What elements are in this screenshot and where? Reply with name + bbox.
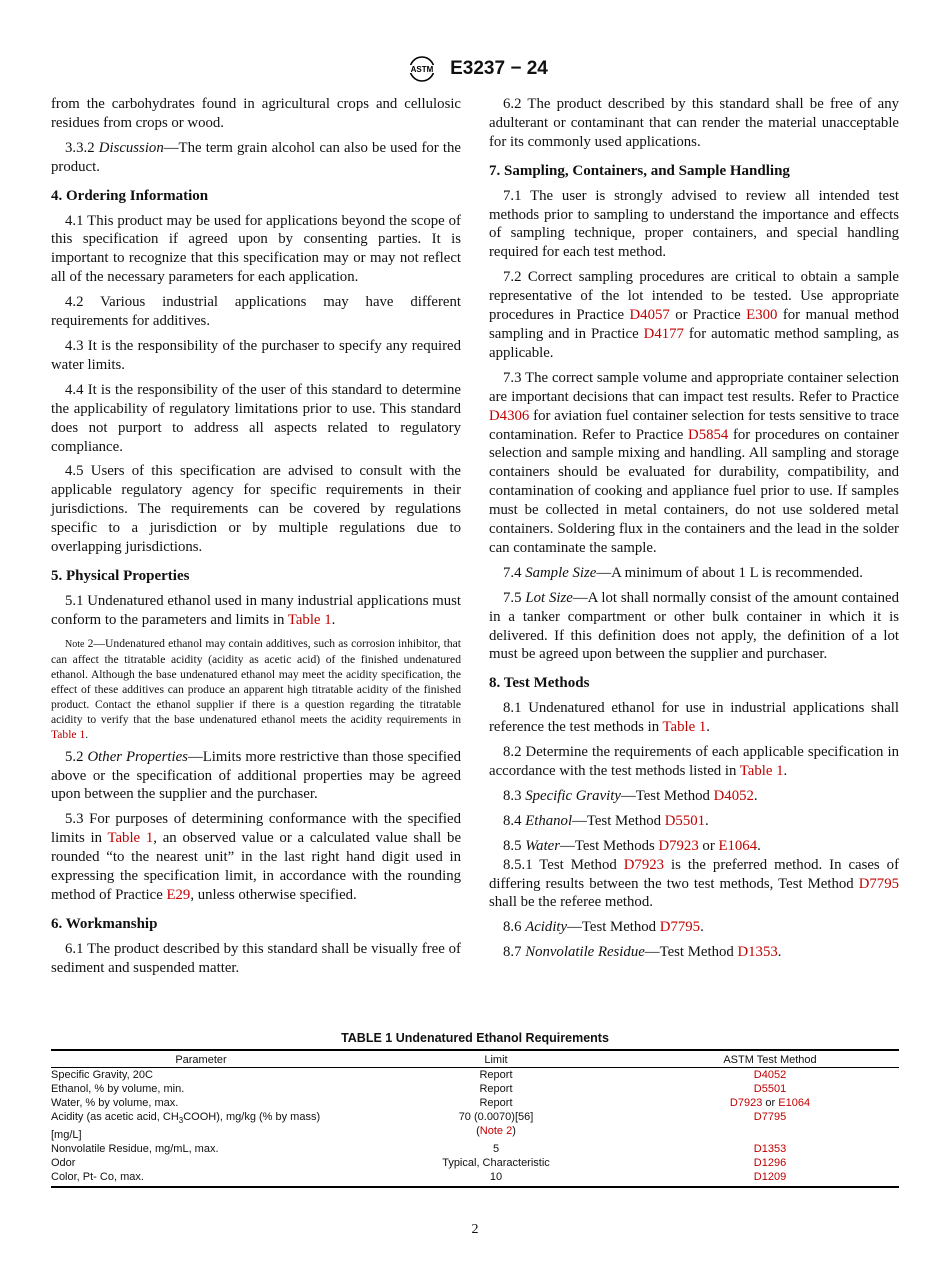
paragraph-3-3-2: 3.3.2 Discussion—The term grain alcohol can also be used for the product.: [51, 139, 461, 175]
e29-link[interactable]: E29: [166, 887, 191, 903]
left-column: [51, 95, 461, 984]
d7795-link[interactable]: D7795: [753, 1111, 787, 1123]
d1353-link[interactable]: D1353: [753, 1143, 787, 1156]
d7923-link[interactable]: D7923: [729, 1097, 763, 1109]
paragraph-8-4: 8.4 Ethanol—Test Method D5501.: [503, 812, 709, 829]
d7795-link[interactable]: D7795: [858, 875, 899, 892]
paragraph-8-7: 8.7 Nonvolatile Residue—Test Method D1353.: [503, 944, 782, 961]
d4177-link[interactable]: D4177: [643, 325, 684, 342]
parameter-cell: Odor: [51, 1157, 76, 1170]
paragraph-4-5: 4.5 Users of this specification are advised to consult with the applicable regulatory agency for specific requirements in their jurisdictions. The requirements can be covered by regulations specific to a jurisdiction or by multiple regulations due to overlapping jurisdictions.: [51, 463, 461, 556]
e300-link[interactable]: E300: [746, 307, 778, 324]
column-header: Limit: [351, 1050, 641, 1068]
paragraph-4-4: 4.4 It is the responsibility of the user of this standard to determine the applicability of regulatory limitations prior to use. This standard does not purport to address all aspects related to regulatory compliance.: [51, 381, 461, 455]
limit-cell: Report: [479, 1083, 513, 1095]
table-row: [51, 1110, 899, 1142]
section-heading-4: 4. Ordering Information: [51, 187, 209, 204]
table-row: [51, 1082, 899, 1096]
note-2: Note 2—Undenatured ethanol may contain additives, such as corrosion inhibitor, that can affect the titratable acidity (acidity as acetic acid) of the finished undenatured ethanol. Although the base undenatured ethanol may meet the acidity specification, the effect of these additives can produce an apparent high titratable acidity of the finished product. Contact the ethanol supplier if there is a question regarding the titratable acidity to verify that the base undenatured ethanol meets the acidity requirements in Table 1.: [51, 636, 461, 741]
paragraph-7-4: 7.4 Sample Size—A minimum of about 1 L is recommended.: [503, 564, 863, 581]
paragraph-6-2: 6.2 The product described by this standard shall be free of any adulterant or contaminant that can render the material unacceptable for its commonly used applications.: [489, 96, 899, 150]
d4057-link[interactable]: D4057: [629, 307, 670, 324]
paragraph-8-1: 8.1 Undenatured ethanol for use in industrial applications shall reference the test methods in Table 1.: [489, 700, 899, 736]
table-1-link[interactable]: Table 1: [287, 611, 332, 628]
table-1-link[interactable]: Table 1: [107, 830, 154, 847]
paragraph-4-1: 4.1 This product may be used for applications beyond the scope of this specification if agreed upon by consenting parties. It is important to recognize that this specification may or may not reflect all of the necessary parameters for each application.: [51, 212, 461, 286]
d4306-link[interactable]: D4306: [489, 407, 530, 424]
parameter-cell: Acidity (as acetic acid, $CH_3COOH$), mg/kg (% by mass) [mg/L]: [51, 1111, 321, 1142]
method-cell: [641, 1068, 899, 1083]
d7923-link[interactable]: D7923: [623, 856, 665, 873]
method-cell: D7923 or E1064: [729, 1097, 811, 1109]
method-cell: [641, 1156, 899, 1170]
e1064-link[interactable]: E1064: [778, 1097, 811, 1109]
table-1-link[interactable]: Table 1: [662, 719, 707, 736]
astm-logo-icon: [402, 55, 442, 83]
note-2-link[interactable]: Note 2: [479, 1125, 513, 1137]
parameter-cell: Ethanol, % by volume, min.: [51, 1083, 185, 1095]
parameter-cell: Water, % by volume, max.: [51, 1097, 179, 1109]
d4052-link[interactable]: D4052: [753, 1069, 787, 1081]
table-row: [51, 1142, 899, 1156]
limit-cell: Report: [479, 1097, 513, 1109]
table-title: TABLE 1 Undenatured Ethanol Requirements: [341, 1031, 609, 1045]
paragraph-8-3: 8.3 Specific Gravity—Test Method D4052.: [503, 787, 758, 804]
paragraph-8-5-1: 8.5.1 Test Method D7923 is the preferred method. In cases of differing results between the two test methods, Test Method D7795 shall be the referee method.: [489, 856, 899, 911]
table-header-row: [51, 1050, 899, 1068]
limit-cell: Typical, Characteristic: [442, 1157, 550, 1170]
section-heading-8: 8. Test Methods: [489, 675, 590, 692]
column-header: Parameter: [51, 1050, 351, 1068]
page-header: [0, 55, 950, 85]
paragraph-4-2: 4.2 Various industrial applications may have different requirements for additives.: [51, 294, 461, 330]
paragraph-7-2: 7.2 Correct sampling procedures are critical to obtain a sample representative of the lot intended to be tested. Use appropriate procedures in Practice D4057 or Practice E300 for manual method sampling and in Practice D4177 for automatic method sampling, as applicable.: [489, 269, 899, 361]
d4052-link[interactable]: D4052: [713, 787, 754, 804]
table-row: [51, 1096, 899, 1110]
svg-text:ASTM: ASTM: [410, 65, 434, 74]
paragraph-4-3: 4.3 It is the responsibility of the purchaser to specify any required water limits.: [51, 337, 461, 373]
table-1-link[interactable]: Table 1: [739, 763, 784, 779]
d1353-link[interactable]: D1353: [737, 944, 778, 961]
limit-cell: 70 (0.0070)[56] (Note 2): [458, 1111, 534, 1137]
d1296-link[interactable]: D1296: [753, 1157, 787, 1170]
parameter-cell: Specific Gravity, 20C: [51, 1069, 153, 1081]
parameter-cell: Color, Pt- Co, max.: [51, 1170, 351, 1187]
d7795-link[interactable]: D7795: [659, 919, 701, 936]
paragraph-8-2: 8.2 Determine the requirements of each applicable specification in accordance with the test methods listed in Table 1.: [489, 744, 899, 779]
paragraph-7-5: 7.5 Lot Size—A lot shall normally consist of the amount contained in a tanker compartment or other bulk container in which it is delivered. If this definition does not apply, the definition of a lot must be agreed upon between the supplier and purchaser.: [489, 589, 899, 663]
paragraph-8-6: 8.6 Acidity—Test Method D7795.: [503, 919, 704, 936]
paragraph-5-1: 5.1 Undenatured ethanol used in many industrial applications must conform to the parameters and limits in Table 1.: [51, 592, 461, 628]
paragraph-8-5: 8.5 Water—Test Methods D7923 or E1064.: [503, 837, 761, 854]
section-heading-5: 5. Physical Properties: [51, 567, 190, 584]
section-heading-7: 7. Sampling, Containers, and Sample Handling: [489, 162, 790, 179]
column-header: ASTM Test Method: [641, 1050, 899, 1068]
section-heading-6: 6. Workmanship: [51, 915, 158, 932]
paragraph: from the carbohydrates found in agricultural crops and cellulosic residues from crops or wood.: [51, 96, 461, 131]
paragraph-7-1: 7.1 The user is strongly advised to review all intended test methods prior to sampling to understand the importance and effects of sampling technique, proper containers, and special handling required for each test method.: [489, 187, 899, 261]
parameter-cell: Nonvolatile Residue, mg/mL, max.: [51, 1143, 219, 1156]
document-id: E3237 − 24: [450, 58, 548, 79]
table-1-link[interactable]: Table 1: [51, 727, 86, 741]
limit-cell: 10: [351, 1170, 641, 1187]
paragraph-5-3: 5.3 For purposes of determining conformance with the specified limits in Table 1, an observed value or a calculated value shall be rounded “to the nearest unit” in the last right hand digit used in expressing the specification limit, in accordance with the rounding method of Practice E29, unless otherwise specified.: [51, 811, 462, 903]
e1064-link[interactable]: E1064: [718, 837, 758, 854]
limit-cell: 5: [492, 1143, 500, 1156]
table-row: [51, 1068, 899, 1083]
limit-cell: Report: [479, 1069, 513, 1081]
method-cell: [641, 1142, 899, 1156]
right-column: [489, 95, 899, 968]
paragraph-5-2: 5.2 Other Properties—Limits more restrictive than those specified above or the specification of additional properties may be agreed upon between the supplier and the purchaser.: [51, 748, 461, 803]
paragraph-7-3: 7.3 The correct sample volume and appropriate container selection are important decisions that can impact test results. Refer to Practice D4306 for aviation fuel container selection for tests sensitive to trace contamination. Refer to Practice D5854 for procedures on container selection and sample mixing and handling. All sampling and storage containers should be evaluated for durability, compatibility, and contamination of cooking and appliance fuel prior to use. If samples must be collected in metal containers, do not use soldered metal containers. Soldering flux in the containers and the lead in the solder can contaminate the sample.: [489, 369, 899, 556]
d5501-link[interactable]: D5501: [753, 1083, 787, 1095]
page-number: 2: [471, 1222, 479, 1237]
d7923-link[interactable]: D7923: [658, 837, 699, 854]
method-cell: [641, 1082, 899, 1096]
table-row: [51, 1170, 899, 1187]
requirements-table: [51, 1049, 899, 1188]
d5854-link[interactable]: D5854: [688, 426, 729, 443]
paragraph-6-1: 6.1 The product described by this standard shall be visually free of sediment and suspended matter.: [51, 940, 461, 976]
table-row: [51, 1156, 899, 1170]
method-cell: [641, 1170, 899, 1187]
d1209-link[interactable]: D1209: [753, 1171, 787, 1184]
method-cell: [641, 1110, 899, 1142]
d5501-link[interactable]: D5501: [664, 812, 706, 829]
